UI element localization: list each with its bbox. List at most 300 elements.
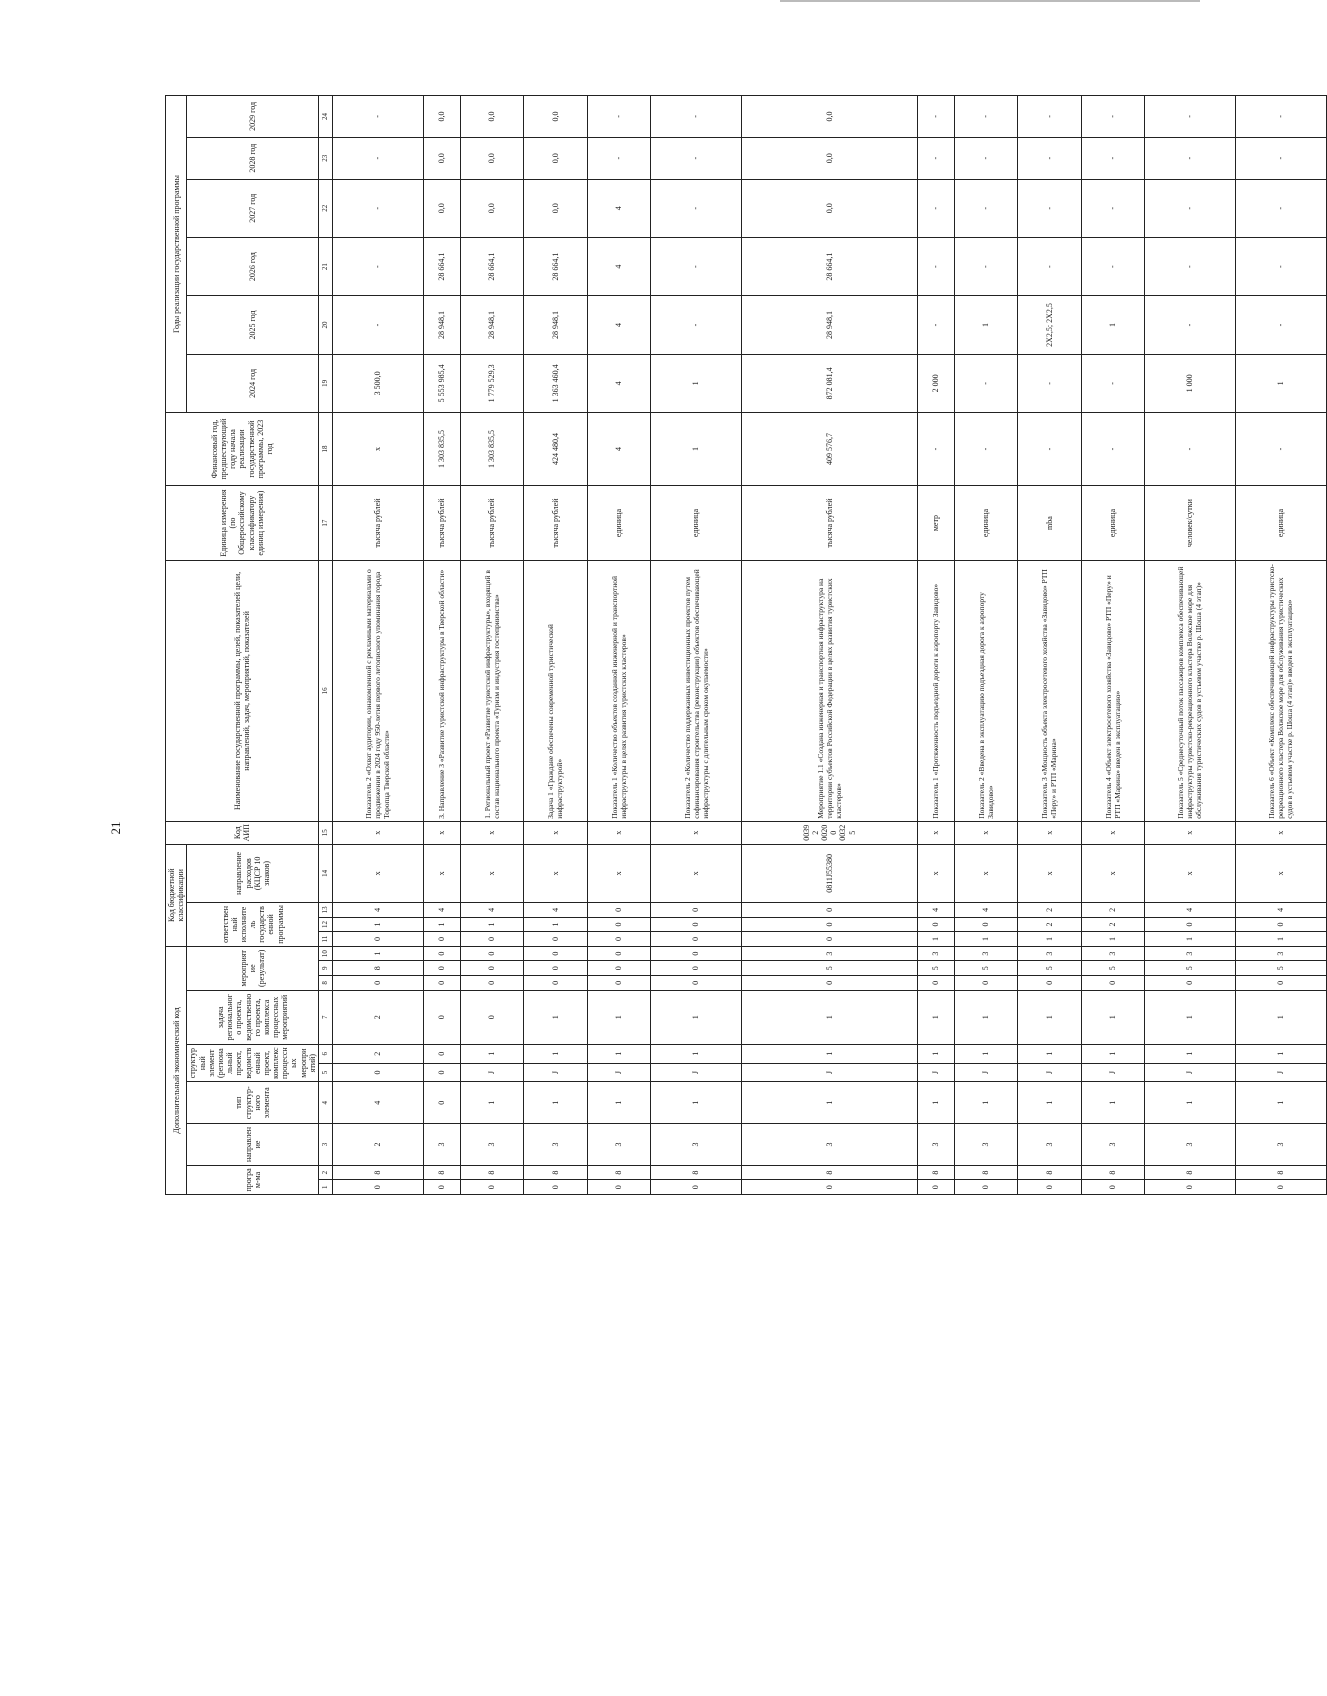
code-cell: 0 (651, 932, 742, 947)
year-value-cell: 4 (587, 237, 651, 295)
code-cell: 1 (1018, 1082, 1082, 1124)
code-cell: 1 (524, 917, 588, 932)
table-row (587, 96, 651, 1195)
code-cell: 0 (524, 946, 588, 961)
code-cell: 3 (954, 946, 1018, 961)
row-name-cell: Показатель 4 «Объект электросетевого хозяйства «Завидово» РТП «Перу» и РТП «Марина» введен в эксплуатацию» (1081, 561, 1145, 822)
code-cell: 0 (917, 1180, 954, 1195)
fin-year-cell: 1 (651, 413, 742, 486)
code-cell: 3 (954, 1124, 1018, 1166)
year-value-cell: 4 (587, 179, 651, 237)
column-number: 13 (319, 903, 333, 918)
year-value-cell: 0,0 (423, 179, 460, 237)
year-value-cell: - (651, 237, 742, 295)
code-cell: х (1145, 844, 1236, 902)
code-cell: х (587, 844, 651, 902)
year-value-cell: 28 664,1 (524, 237, 588, 295)
code-cell: 0 (651, 961, 742, 976)
code-cell: 0 (333, 976, 424, 991)
code-cell: х (651, 821, 742, 844)
code-cell: х (333, 844, 424, 902)
code-cell: J (917, 1063, 954, 1082)
code-cell: 5 (954, 961, 1018, 976)
code-cell: 3 (524, 1124, 588, 1166)
fin-year-cell: - (1235, 413, 1326, 486)
unit-cell: mba (1018, 486, 1082, 561)
code-cell: 8 (423, 1165, 460, 1180)
code-cell: 1 (1145, 990, 1236, 1044)
tip-struct-header: тип структур-ного элемента (187, 1082, 319, 1124)
code-cell: 3 (1235, 946, 1326, 961)
code-cell: 0 (333, 1063, 424, 1082)
column-number: 2 (319, 1165, 333, 1180)
code-cell: 4 (333, 903, 424, 918)
code-cell: 0 (1081, 1180, 1145, 1195)
code-cell: 1 (1018, 990, 1082, 1044)
code-cell: 3 (741, 1124, 917, 1166)
row-name-cell: Показатель 2 «Введена в эксплуатацию подъездная дорога к аэропорту Завидово» (954, 561, 1018, 822)
code-cell: 0 (1235, 917, 1326, 932)
year-value-cell: 28 948,1 (460, 296, 524, 354)
otv-isp-header: ответственный исполнитель государственной программы (187, 903, 319, 947)
code-cell: 4 (1145, 903, 1236, 918)
year-value-cell: 0,0 (460, 137, 524, 179)
code-cell: 0 (1018, 976, 1082, 991)
code-cell: 8 (524, 1165, 588, 1180)
code-cell: х (1081, 821, 1145, 844)
row-name-cell: Показатель 3 «Мощность объекта электросетевого хозяйства «Завидово» РТП «Перу» и РТП «Марина» (1018, 561, 1082, 822)
year-value-cell: - (1018, 179, 1082, 237)
row-name-cell: Показатель 6 «Объект «Комплекс обеспечивающей инфраструктуры туристско-рекреационного кластера Волжское море для обслуживания туристических судов в устьевом участке р. Шоша (4 этап)» введен в эксплуатацию» (1235, 561, 1326, 822)
code-cell: 0 (954, 917, 1018, 932)
code-cell: 1 (954, 932, 1018, 947)
code-cell: 0 (423, 990, 460, 1044)
year-value-cell: - (1235, 237, 1326, 295)
name-column-header: Наименование государственной программы, целей, показателей цели, направлений, задач, мероприятий, показателей (166, 561, 319, 822)
code-cell: 1 (954, 990, 1018, 1044)
column-number: 10 (319, 946, 333, 961)
code-cell: 3 (1145, 1124, 1236, 1166)
year-value-cell: - (333, 137, 424, 179)
year-value-cell: - (1018, 237, 1082, 295)
unit-cell: человек/сутки (1145, 486, 1236, 561)
unit-cell: тысяча рублей (524, 486, 588, 561)
code-cell: 1 (1018, 932, 1082, 947)
code-cell: 4 (954, 903, 1018, 918)
year-value-cell: 28 948,1 (524, 296, 588, 354)
code-cell: 1 (651, 990, 742, 1044)
code-cell: 0 (587, 961, 651, 976)
code-cell: 0 (460, 976, 524, 991)
code-cell: 1 (1081, 932, 1145, 947)
code-cell: 0 (587, 946, 651, 961)
code-cell: J (524, 1063, 588, 1082)
code-cell: J (1145, 1063, 1236, 1082)
fin-year-cell: 1 303 835,5 (460, 413, 524, 486)
year-value-cell: 1 779 529,3 (460, 354, 524, 412)
code-cell: х (524, 844, 588, 902)
year-value-cell: 1 (651, 354, 742, 412)
year-value-cell: 28 948,1 (423, 296, 460, 354)
code-cell: 8 (741, 1165, 917, 1180)
code-cell: 1 (917, 1082, 954, 1124)
year-value-cell: 0,0 (460, 96, 524, 138)
code-cell: 1 (333, 917, 424, 932)
year-value-cell: - (1145, 179, 1236, 237)
table-row (423, 96, 460, 1195)
code-cell: 0 (423, 1063, 460, 1082)
column-number: 1 (319, 1180, 333, 1195)
column-number: 16 (319, 561, 333, 822)
scan-edge-marks (780, 0, 1200, 2)
code-cell: 0 (1145, 976, 1236, 991)
code-cell: 2 (1018, 903, 1082, 918)
year-value-cell: - (1018, 137, 1082, 179)
code-cell: 1 (1145, 932, 1236, 947)
code-cell: 8 (954, 1165, 1018, 1180)
code-cell: 8 (1235, 1165, 1326, 1180)
year-value-cell: 1 (954, 296, 1018, 354)
table-row (954, 96, 1018, 1195)
zadacha-header: задача регионального проекта, ведомственного проекта, комплекса процессных мероприятий (187, 990, 319, 1044)
row-name-cell: Задача 1 «Граждане обеспечены современной туристической инфраструктурой» (524, 561, 588, 822)
row-name-cell: 3. Направление 3 «Развитие туристской инфраструктуры в Тверской области» (423, 561, 460, 822)
year-value-cell: - (954, 137, 1018, 179)
year-value-cell: 0,0 (524, 137, 588, 179)
code-cell: х (423, 821, 460, 844)
column-number: 7 (319, 990, 333, 1044)
code-cell: 1 (917, 932, 954, 947)
year-value-cell: 4 (587, 296, 651, 354)
code-cell: 0 (587, 1180, 651, 1195)
code-cell: 0 (423, 946, 460, 961)
code-cell: 0 (1235, 1180, 1326, 1195)
code-cell: х (423, 844, 460, 902)
code-cell: J (1235, 1063, 1326, 1082)
code-cell: 0 (1081, 976, 1145, 991)
code-cell: 0 (741, 976, 917, 991)
year-value-cell: - (917, 137, 954, 179)
year-value-cell: - (1018, 354, 1082, 412)
row-name-cell: 1. Региональный проект «Развитие туристской инфраструктуры», входящий в состав национального проекта «Туризм и индустрия гостеприимства» (460, 561, 524, 822)
column-number: 3 (319, 1124, 333, 1166)
code-cell: 0 (460, 961, 524, 976)
code-cell: J (954, 1063, 1018, 1082)
fin-year-cell: - (1145, 413, 1236, 486)
column-number: 20 (319, 296, 333, 354)
year-2026-header: 2026 год (187, 237, 319, 295)
code-cell: 3 (917, 1124, 954, 1166)
code-cell: 2 (1081, 903, 1145, 918)
code-cell: 8 (587, 1165, 651, 1180)
code-cell: х (460, 844, 524, 902)
year-value-cell: - (917, 96, 954, 138)
year-value-cell: - (333, 96, 424, 138)
column-number: 4 (319, 1082, 333, 1124)
code-cell: 0 (587, 976, 651, 991)
code-cell: 0 (333, 1180, 424, 1195)
code-cell: 0 (460, 946, 524, 961)
code-cell: 0 (741, 903, 917, 918)
years-group-header: Годы реализации государственной программы (166, 96, 187, 413)
meropriyatie-header: мероприятие (результат) (187, 946, 319, 990)
code-cell: 0 (587, 917, 651, 932)
column-number: 22 (319, 179, 333, 237)
column-number: 18 (319, 413, 333, 486)
code-cell: х (1235, 821, 1326, 844)
year-value-cell: 0,0 (423, 137, 460, 179)
code-cell: 0 (423, 1180, 460, 1195)
column-numbers-row (319, 96, 333, 1195)
code-cell: 0 (741, 917, 917, 932)
year-value-cell: - (1081, 179, 1145, 237)
page-number: 21 (108, 821, 123, 835)
column-number: 6 (319, 1044, 333, 1063)
code-cell: х (587, 821, 651, 844)
year-value-cell: 3 500,0 (333, 354, 424, 412)
year-value-cell: 4 (587, 354, 651, 412)
year-value-cell: 28 664,1 (741, 237, 917, 295)
code-cell: х (1018, 844, 1082, 902)
unit-cell: тысяча рублей (741, 486, 917, 561)
unit-cell: единица (1081, 486, 1145, 561)
program-table (165, 95, 1327, 1195)
fin-year-cell: - (954, 413, 1018, 486)
table-row (333, 96, 424, 1195)
code-cell: 1 (741, 990, 917, 1044)
code-cell: 1 (524, 1082, 588, 1124)
column-number: 15 (319, 821, 333, 844)
year-value-cell: - (954, 237, 1018, 295)
code-cell: 3 (1081, 946, 1145, 961)
code-cell: J (1081, 1063, 1145, 1082)
napravlenie-header: направление (187, 1124, 319, 1166)
year-value-cell: - (1145, 96, 1236, 138)
year-2025-header: 2025 год (187, 296, 319, 354)
code-cell: 8 (651, 1165, 742, 1180)
year-value-cell: - (1145, 296, 1236, 354)
year-value-cell: - (587, 137, 651, 179)
table-row (1235, 96, 1326, 1195)
table-body (333, 96, 1327, 1195)
code-cell: 3 (741, 946, 917, 961)
year-value-cell: 28 664,1 (423, 237, 460, 295)
code-cell: х (524, 821, 588, 844)
table-row (651, 96, 742, 1195)
code-cell: 0 (651, 903, 742, 918)
year-value-cell: - (1081, 137, 1145, 179)
code-cell: 2 (1081, 917, 1145, 932)
code-cell: 00392 00200 00325 (741, 821, 917, 844)
unit-cell: единица (1235, 486, 1326, 561)
code-cell: 3 (917, 946, 954, 961)
code-cell: 1 (460, 1044, 524, 1063)
code-cell: 3 (1235, 1124, 1326, 1166)
code-cell: 0 (423, 976, 460, 991)
year-value-cell: 0,0 (741, 179, 917, 237)
year-value-cell: 1 000 (1145, 354, 1236, 412)
code-cell: 8 (460, 1165, 524, 1180)
unit-cell: тысяча рублей (460, 486, 524, 561)
row-name-cell: Показатель 2 «Охват аудитории, ознакомленной с рекламными материалами о продвижении в 2024 году 950-летия первого летописного упоминания города Торопца Тверской области» (333, 561, 424, 822)
code-cell: 0 (524, 1180, 588, 1195)
code-cell: 3 (1145, 946, 1236, 961)
code-cell: 8 (1018, 1165, 1082, 1180)
table-row (524, 96, 588, 1195)
code-cell: 0 (1018, 1180, 1082, 1195)
code-cell: 8 (1145, 1165, 1236, 1180)
year-value-cell: 0,0 (524, 179, 588, 237)
table-row (460, 96, 524, 1195)
fin-year-cell: 409 576,7 (741, 413, 917, 486)
year-value-cell: 0,0 (524, 96, 588, 138)
code-cell: 1 (1235, 1044, 1326, 1063)
code-cell: 0 (917, 917, 954, 932)
code-cell: J (651, 1063, 742, 1082)
code-cell: 1 (651, 1044, 742, 1063)
code-cell: 1 (460, 917, 524, 932)
unit-cell: единица (954, 486, 1018, 561)
code-cell: 1 (423, 917, 460, 932)
unit-cell: тысяча рублей (333, 486, 424, 561)
struct-elem-header: структурный элемент (региональный проект, ведомственный проект, комплекс процессных мероприятий) (187, 1044, 319, 1082)
code-cell: 5 (741, 961, 917, 976)
year-value-cell: - (1018, 96, 1082, 138)
code-cell: 1 (1235, 932, 1326, 947)
year-value-cell: - (651, 179, 742, 237)
unit-cell: единица (587, 486, 651, 561)
code-cell: 0 (954, 976, 1018, 991)
column-number: 5 (319, 1063, 333, 1082)
code-cell: 3 (587, 1124, 651, 1166)
code-cell: J (1018, 1063, 1082, 1082)
code-cell: 4 (333, 1082, 424, 1124)
code-cell: 5 (917, 961, 954, 976)
code-cell: 0 (587, 932, 651, 947)
year-value-cell: - (1145, 137, 1236, 179)
code-cell: 8 (1081, 1165, 1145, 1180)
code-cell: 1 (524, 1044, 588, 1063)
code-cell: 0 (741, 932, 917, 947)
row-name-cell: Показатель 5 «Среднесуточный поток пассажиров комплекса обеспечивающей инфраструктуры туристско-рекреационного кластера Волжское море для обслуживания туристических судов в устьевом участке р. Шоша (4 этап)» (1145, 561, 1236, 822)
code-cell: х (1145, 821, 1236, 844)
code-cell: 0 (587, 903, 651, 918)
code-cell: 0 (423, 1082, 460, 1124)
code-cell: 4 (423, 903, 460, 918)
year-value-cell: 872 081,4 (741, 354, 917, 412)
column-number: 21 (319, 237, 333, 295)
year-value-cell: - (1235, 296, 1326, 354)
fin-year-cell: 4 (587, 413, 651, 486)
row-name-cell: Показатель 1 «Количество объектов созданной инженерной и транспортной инфраструктуры в целях развития туристских кластеров» (587, 561, 651, 822)
code-cell: 5 (1018, 961, 1082, 976)
year-value-cell: - (1081, 237, 1145, 295)
code-cell: 4 (1235, 903, 1326, 918)
code-cell: 8 (917, 1165, 954, 1180)
code-cell: 1 (917, 1044, 954, 1063)
year-value-cell: - (1235, 179, 1326, 237)
code-cell: 1 (954, 1044, 1018, 1063)
code-cell: 1 (1235, 990, 1326, 1044)
year-value-cell: 1 (1235, 354, 1326, 412)
code-cell: х (917, 844, 954, 902)
programma-header: програм-ма (187, 1165, 319, 1194)
code-cell: 3 (1018, 1124, 1082, 1166)
fin-year-column-header: Финансовый год, предшествующий году начала реализации государственной программы, 2023 год (166, 413, 319, 486)
rotated-table-container (165, 95, 1295, 1195)
code-cell: 5 (1081, 961, 1145, 976)
year-value-cell: - (651, 137, 742, 179)
aip-code-header: Код АИП (166, 821, 319, 844)
code-cell: 0 (1145, 917, 1236, 932)
year-value-cell: 0,0 (741, 137, 917, 179)
table-row (917, 96, 954, 1195)
code-cell: J (460, 1063, 524, 1082)
code-cell: х (954, 821, 1018, 844)
code-cell: х (1081, 844, 1145, 902)
year-value-cell: 2Х2,5; 2Х2,5 (1018, 296, 1082, 354)
code-cell: 2 (1018, 917, 1082, 932)
table-row (1145, 96, 1236, 1195)
code-cell: х (651, 844, 742, 902)
unit-cell: тысяча рублей (423, 486, 460, 561)
year-value-cell: - (954, 354, 1018, 412)
code-cell: 2 (333, 1124, 424, 1166)
code-cell: 0 (1235, 976, 1326, 991)
code-cell: 0 (1145, 1180, 1236, 1195)
code-cell: 3 (460, 1124, 524, 1166)
code-cell: 5 (1145, 961, 1236, 976)
column-number: 14 (319, 844, 333, 902)
code-cell: х (917, 821, 954, 844)
code-cell: 1 (1081, 1044, 1145, 1063)
year-value-cell: - (1081, 96, 1145, 138)
extra-econ-code-header: Дополнительный экономический код (166, 946, 187, 1194)
code-cell: 1 (1018, 1044, 1082, 1063)
code-cell: 0 (524, 961, 588, 976)
year-value-cell: - (333, 237, 424, 295)
table-row (1081, 96, 1145, 1195)
code-cell: 1 (741, 1082, 917, 1124)
year-value-cell: 28 948,1 (741, 296, 917, 354)
row-name-cell: Показатель 1 «Протяженность подъездной дороги к аэропорту Завидово» (917, 561, 954, 822)
column-number: 11 (319, 932, 333, 947)
code-cell: 0 (423, 961, 460, 976)
year-value-cell: - (917, 296, 954, 354)
year-value-cell: - (954, 179, 1018, 237)
code-cell: х (1018, 821, 1082, 844)
code-cell: 0 (333, 932, 424, 947)
budget-class-code-header: Код бюджетной классификации (166, 844, 187, 946)
row-name-cell: Показатель 2 «Количество поддержанных инвестиционных проектов путем софинансирования строительства (реконструкции) объектов обеспечивающей инфраструктуры с длительным сроком окупаемости» (651, 561, 742, 822)
year-value-cell: 5 553 985,4 (423, 354, 460, 412)
year-value-cell: - (651, 296, 742, 354)
code-cell: 1 (333, 946, 424, 961)
code-cell: 0 (423, 932, 460, 947)
napr-rashodov-header: направление расходов (КЦСР 10 знаков) (187, 844, 319, 902)
unit-column-header: Единица измерения (по Общероссийскому классификатору единиц измерения) (166, 486, 319, 561)
code-cell: 0 (651, 976, 742, 991)
column-number: 9 (319, 961, 333, 976)
code-cell: 1 (587, 1044, 651, 1063)
code-cell: 8 (333, 961, 424, 976)
year-2028-header: 2028 год (187, 137, 319, 179)
code-cell: 4 (917, 903, 954, 918)
year-value-cell: - (1235, 137, 1326, 179)
year-value-cell: - (1081, 354, 1145, 412)
code-cell: J (741, 1063, 917, 1082)
column-number: 19 (319, 354, 333, 412)
